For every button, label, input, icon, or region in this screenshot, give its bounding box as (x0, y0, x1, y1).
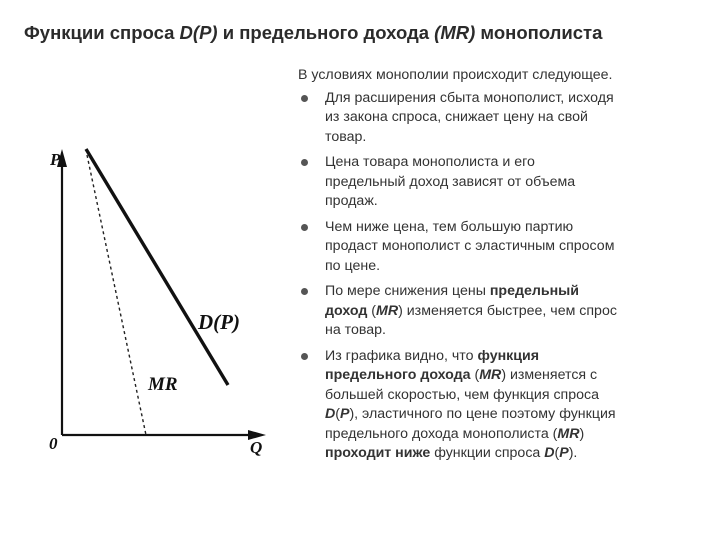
bullet-dot-icon (301, 353, 308, 360)
demand-mr-graph (30, 135, 270, 475)
bullet-line: продаж. (325, 193, 378, 209)
bullet-line: по цене. (325, 257, 381, 274)
text-bold-italic: MR (557, 425, 580, 442)
text-bold: проходит ниже (325, 445, 431, 461)
list-item (298, 218, 698, 277)
title-dp: D(P) (179, 22, 218, 43)
text-span: функции спроса (430, 445, 545, 461)
bullet-dot-icon (301, 288, 308, 295)
title-text-3: монополиста (475, 22, 603, 43)
text-span: ) изменяется быстрее, чем спрос (398, 302, 617, 319)
bullet-dot-icon (301, 224, 308, 231)
bullet-line: на товар. (325, 322, 386, 338)
text-span: ( (470, 367, 480, 383)
bullet-line (325, 366, 698, 386)
intro-text: В условиях монополии происходит следующее. (298, 67, 613, 83)
list-item (298, 282, 698, 341)
bullet-line: предельный доход зависят от объема (325, 173, 576, 190)
bullet-line (325, 347, 698, 367)
bullet-line (325, 282, 698, 302)
title-text-2: и предельного дохода (217, 22, 435, 43)
bullet-line: большей скоростью, чем функция спроса (325, 386, 599, 403)
bullet-list (298, 89, 698, 464)
text-bold: доход (325, 302, 368, 319)
y-axis-label: P (50, 150, 61, 169)
bullet-line: товар. (325, 128, 367, 145)
text-span: предельного дохода монополиста ( (325, 425, 558, 442)
text-span: ( (554, 445, 560, 461)
demand-label: D(P) (198, 310, 240, 334)
text-span: ), эластичного по цене поэтому функция (349, 406, 616, 422)
text-bold: предельный (489, 283, 580, 299)
mr-label: MR (148, 374, 178, 395)
list-item (298, 89, 698, 148)
text-span: Из графика видно, что (325, 347, 478, 364)
demand-line (86, 149, 228, 385)
bullet-dot-icon (301, 95, 308, 102)
text-span: ). (568, 445, 578, 461)
bullet-line: Для расширения сбыта монополист, исходя (325, 89, 614, 106)
bullet-line: продаст монополист с эластичным спросом (325, 238, 615, 254)
origin-label: 0 (49, 434, 58, 453)
bullet-line (325, 302, 698, 322)
text-block (298, 66, 698, 470)
bullet-line (325, 405, 698, 425)
text-bold: предельного дохода (325, 367, 471, 383)
text-span: ) (579, 425, 585, 442)
text-bold-italic: MR (376, 302, 399, 319)
text-bold-italic: P (559, 445, 569, 461)
text-bold-italic: MR (479, 367, 502, 383)
text-bold: функция (477, 347, 539, 364)
title-mr: (MR) (434, 22, 476, 43)
list-item (298, 347, 698, 464)
bullet-line (325, 425, 698, 445)
text-span: ( (335, 406, 340, 422)
text-span: По мере снижения цены (325, 283, 490, 299)
bullet-line: из закона спроса, снижает цену на свой (325, 109, 588, 125)
text-bold-italic: D (544, 445, 555, 461)
text-bold-italic: D (325, 406, 336, 422)
text-span: ) изменяется с (501, 367, 598, 383)
title-text-1: Функции спроса (24, 22, 180, 43)
x-axis-label: Q (250, 438, 263, 457)
text-bold-italic: P (339, 406, 350, 422)
bullet-dot-icon (301, 159, 308, 166)
bullet-line: Цена товара монополиста и его (325, 154, 535, 170)
text-span: ( (367, 302, 377, 319)
bullet-line (325, 444, 698, 464)
bullet-line: Чем ниже цена, тем большую партию (325, 218, 574, 235)
list-item (298, 153, 698, 212)
page-title (24, 22, 714, 44)
